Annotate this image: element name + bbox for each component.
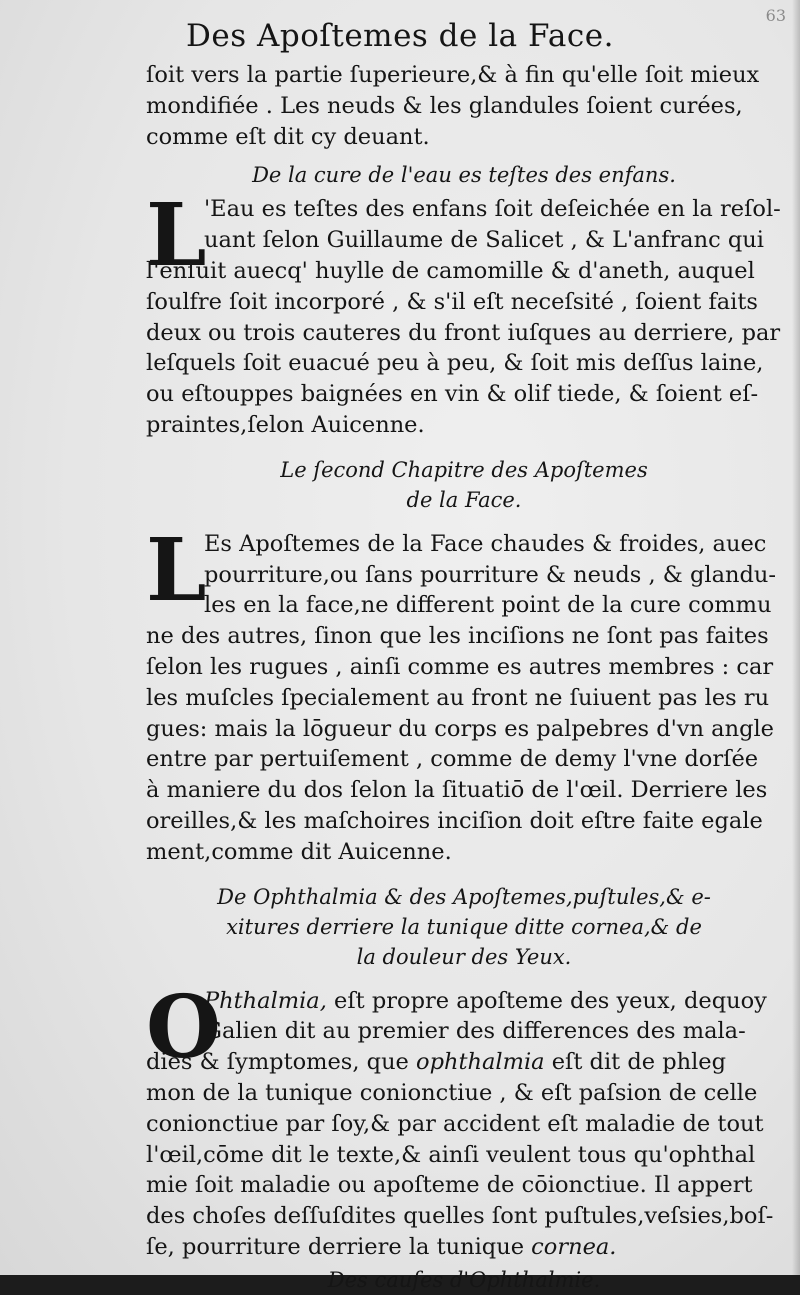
text-line: gues: mais la lōgueur du corps es palpebres d'vn angle (146, 715, 774, 742)
text-line: mie ſoit maladie ou apoſteme de cōionctiue. Il appert (146, 1172, 753, 1199)
section-heading-line: xitures derriere la tunique ditte cornea,& de (226, 914, 702, 939)
text-line: praintes,ſelon Auicenne. (146, 411, 425, 438)
text-line: ne des autres, ſinon que les inciſions ne ſont pas faites (146, 623, 769, 650)
text-line: à maniere du dos ſelon la ſituatiō de l'œil. Derriere les (146, 777, 768, 804)
page-edge-shadow (792, 0, 800, 1275)
italic-term: ophthalmia (416, 1049, 545, 1076)
text-line: les muſcles ſpecialement au front ne ſuiuent pas les ru (146, 684, 770, 711)
paragraph-apostemes (146, 519, 782, 868)
drop-cap: L (146, 519, 207, 621)
text-line: leſquels ſoit euacué peu à peu, & ſoit mis deſſus laine, (146, 350, 764, 377)
text-line: mon de la tunique conionctiue , & eſt paſsion de celle (146, 1079, 758, 1106)
running-head: Des Apoſtemes de la Face. (186, 18, 614, 54)
text-line: deux ou trois cauteres du front iuſques au derriere, par (146, 319, 781, 346)
section-heading-line: la douleur des Yeux. (356, 944, 572, 969)
section-heading-eau: De la cure de l'eau es teſtes des enfans. (252, 163, 676, 188)
chapter-heading-line: Le ſecond Chapitre des Apoſtemes (280, 457, 648, 482)
text-run: eſt propre apoſteme des yeux, dequoy (326, 987, 767, 1014)
text-line: Es Apoſtemes de la Face chaudes & froides, auec (204, 530, 767, 557)
paragraph-eau (146, 185, 782, 440)
text-run: eſt dit de phleg (544, 1049, 727, 1076)
chapter-heading-line: de la Face. (406, 487, 522, 512)
text-line: conionctiue par ſoy,& par accident eſt maladie de tout (146, 1110, 764, 1137)
text-run: ſe, pourriture derriere la tunique (146, 1233, 532, 1260)
text-line: l'enſuit auecq' huylle de camomille & d'aneth, auquel (146, 257, 755, 284)
text-line: oreilles,& les maſchoires inciſion doit eſtre faite egale (146, 807, 763, 834)
chapter-heading (146, 455, 782, 515)
text-line: ſoulfre ſoit incorporé , & s'il eſt neceſsité , ſoient faits (146, 288, 758, 315)
section-heading-line: De Ophthalmia & des Apoſtemes,puſtules,& e- (217, 884, 711, 909)
text-line (146, 1232, 782, 1263)
text-line: entre par pertuiſement , comme de demy l'vne dorſée (146, 746, 759, 773)
text-line: pourriture,ou ſans pourriture & neuds , & glandu- (204, 561, 776, 588)
text-line: ſoit vers la partie ſuperieure,& à fin qu'elle ſoit mieux (146, 62, 760, 88)
intro-paragraph (146, 60, 782, 152)
text-line: l'œil,cōme dit le texte,& ainſi veulent tous qu'ophthal (146, 1141, 756, 1168)
text-run: dies & ſymptomes, que (146, 1049, 417, 1076)
text-line: les en la face,ne different point de la cure commu (204, 592, 772, 619)
text-line: ſelon les rugues , ainſi comme es autres membres : car (146, 653, 774, 680)
text-line: mondifiée . Les neuds & les glandules ſoient curées, (146, 92, 743, 119)
drop-cap: L (146, 185, 207, 287)
text-line: ment,comme dit Auicenne. (146, 838, 452, 865)
text-line: comme eſt dit cy deuant. (146, 123, 430, 150)
text-line: 'Eau es teſtes des enfans ſoit deſeichée en la reſol- (204, 196, 781, 223)
text-line: uant ſelon Guillaume de Salicet , & L'anfranc qui (204, 227, 764, 254)
text-line: ou eſtouppes baignées en vin & olif tiede, & ſoient eſ- (146, 381, 759, 408)
folio-number: 63 (765, 6, 786, 25)
section-heading-ophthalmia (146, 882, 782, 972)
drop-cap: O (146, 976, 221, 1078)
italic-term: Phthalmia, (204, 987, 327, 1014)
text-line: des choſes deſſuſdites quelles ſont puſtules,veſsies,boſ- (146, 1203, 774, 1230)
italic-term: cornea. (531, 1233, 617, 1260)
next-section-heading: Des cauſes d'Ophthalmie. (327, 1267, 601, 1292)
text-line (146, 1047, 782, 1078)
text-line: Galien dit au premier des differences des mala- (204, 1018, 746, 1045)
paragraph-ophthalmia (146, 976, 782, 1263)
text-block (146, 60, 782, 1295)
text-line (146, 986, 782, 1017)
